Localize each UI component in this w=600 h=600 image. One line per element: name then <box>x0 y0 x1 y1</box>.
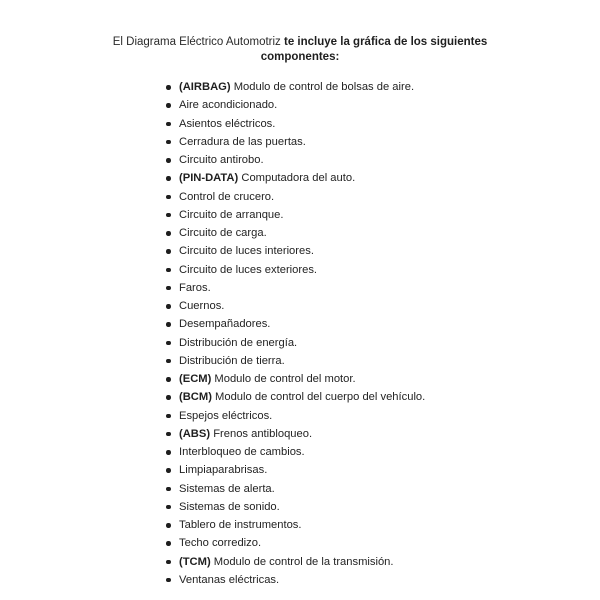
bullet-icon <box>166 176 171 181</box>
component-text: Circuito antirobo. <box>179 154 264 166</box>
bullet-icon <box>166 286 171 291</box>
list-item <box>166 407 586 425</box>
list-item <box>166 224 586 242</box>
list-item <box>166 370 586 388</box>
bullet-icon <box>166 359 171 364</box>
bullet-icon <box>166 85 171 90</box>
component-text: Ventanas eléctricas. <box>179 573 280 586</box>
bullet-icon <box>166 304 171 309</box>
component-text: Desempañadores. <box>179 318 271 331</box>
bullet-icon <box>166 487 171 492</box>
list-item <box>166 297 586 315</box>
list-item <box>166 133 586 151</box>
bullet-icon <box>166 195 171 200</box>
list-item <box>166 206 586 224</box>
bullet-icon <box>166 450 171 455</box>
component-code: (AIRBAG) <box>179 81 231 93</box>
component-text: Sistemas de sonido. <box>179 500 280 513</box>
list-item <box>166 334 586 352</box>
bullet-icon <box>166 578 171 583</box>
list-item <box>166 516 586 534</box>
bullet-icon <box>166 377 171 382</box>
bullet-icon <box>166 231 171 236</box>
component-text: Asientos eléctricos. <box>179 117 276 130</box>
bullet-icon <box>166 213 171 218</box>
list-item <box>166 388 586 406</box>
component-text: Modulo de control del motor. <box>214 373 356 385</box>
list-item <box>166 480 586 498</box>
list-item <box>166 571 586 589</box>
component-text: Limpiaparabrisas. <box>179 464 268 477</box>
component-text: Modulo de control de la transmisión. <box>213 555 394 568</box>
component-text: Distribución de energía. <box>179 336 298 349</box>
bullet-icon <box>166 341 171 346</box>
component-text: Circuito de carga. <box>179 227 267 239</box>
bullet-icon <box>166 560 171 565</box>
bullet-icon <box>166 249 171 254</box>
component-text: Circuito de luces exteriores. <box>179 263 318 276</box>
component-text: Sistemas de alerta. <box>179 482 275 495</box>
list-item <box>166 443 586 461</box>
intro-bold-text-continued: componentes: <box>260 51 340 63</box>
component-text: Tablero de instrumentos. <box>179 519 302 531</box>
list-item <box>166 534 586 552</box>
component-text: Techo corredizo. <box>179 537 262 550</box>
intro-paragraph <box>0 35 600 65</box>
bullet-icon <box>166 122 171 127</box>
bullet-icon <box>166 103 171 108</box>
list-item <box>166 352 586 370</box>
component-code: (BCM) <box>179 391 212 404</box>
component-text: Control de crucero. <box>179 190 275 203</box>
intro-bold-text: te incluye la gráfica de los siguientes <box>284 36 488 48</box>
component-text: Interbloqueo de cambios. <box>179 446 305 458</box>
list-item <box>166 261 586 279</box>
list-item <box>166 151 586 169</box>
component-text: Distribución de tierra. <box>179 354 285 367</box>
component-text: Computadora del auto. <box>241 172 356 185</box>
bullet-icon <box>166 268 171 273</box>
component-text: Circuito de arranque. <box>179 208 284 221</box>
bullet-icon <box>166 523 171 528</box>
list-item <box>166 461 586 479</box>
bullet-icon <box>166 140 171 145</box>
list-item <box>166 315 586 333</box>
component-text: Aire acondicionado. <box>179 99 278 112</box>
list-item <box>166 242 586 260</box>
component-text: Cerradura de las puertas. <box>179 135 306 148</box>
list-item <box>166 115 586 133</box>
list-item <box>166 553 586 571</box>
list-item <box>166 425 586 443</box>
component-code: (PIN-DATA) <box>179 172 239 185</box>
component-text: Modulo de control del cuerpo del vehículo. <box>215 391 426 404</box>
list-item <box>166 498 586 516</box>
list-item <box>166 169 586 187</box>
component-code: (TCM) <box>179 555 211 568</box>
bullet-icon <box>166 432 171 437</box>
component-code: (ABS) <box>179 427 211 440</box>
component-text: Espejos eléctricos. <box>179 409 273 422</box>
component-text: Circuito de luces interiores. <box>179 245 314 258</box>
bullet-icon <box>166 322 171 327</box>
bullet-icon <box>166 505 171 510</box>
component-text: Cuernos. <box>179 300 225 312</box>
component-text: Faros. <box>179 281 211 294</box>
list-item <box>166 78 586 96</box>
intro-text: El Diagrama Eléctrico Automotriz <box>112 36 285 48</box>
component-text: Frenos antibloqueo. <box>213 427 313 440</box>
list-item <box>166 279 586 297</box>
component-text: Modulo de control de bolsas de aire. <box>233 81 415 93</box>
component-code: (ECM) <box>179 373 212 385</box>
bullet-icon <box>166 468 171 473</box>
list-item <box>166 188 586 206</box>
bullet-icon <box>166 541 171 546</box>
component-list <box>166 78 586 589</box>
bullet-icon <box>166 158 171 163</box>
bullet-icon <box>166 414 171 419</box>
list-item <box>166 96 586 114</box>
bullet-icon <box>166 395 171 400</box>
